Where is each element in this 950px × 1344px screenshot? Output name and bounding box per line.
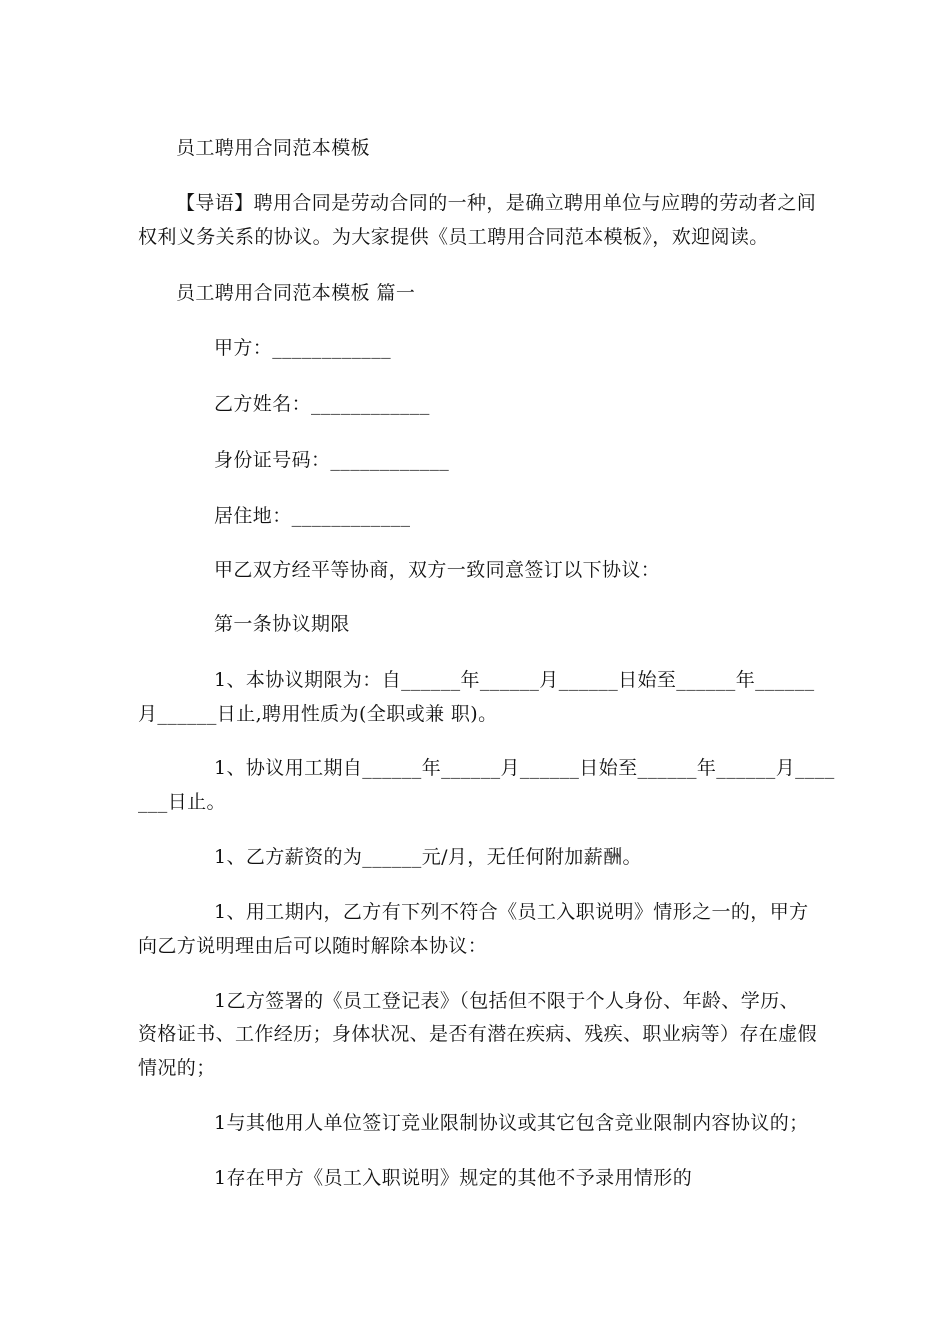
- field-residence: 居住地：____________: [214, 505, 411, 527]
- document-title: 员工聘用合同范本模板: [176, 137, 371, 159]
- clause-false-info-line-3: 情况的；: [138, 1057, 216, 1079]
- field-party-b-name: 乙方姓名：____________: [214, 393, 430, 415]
- clause-false-info-line-2: 资格证书、工作经历；身体状况、是否有潜在疾病、残疾、职业病等）存在虚假: [138, 1023, 818, 1045]
- clause-false-info-line-1: 1乙方签署的《员工登记表》（包括但不限于个人身份、年龄、学历、: [214, 990, 799, 1012]
- clause-other-conditions: 1存在甲方《员工入职说明》规定的其他不予录用情形的: [214, 1167, 693, 1189]
- intro-paragraph-line-2: 权利义务关系的协议。为大家提供《员工聘用合同范本模板》，欢迎阅读。: [138, 226, 769, 248]
- clause-term-line-2: 月______日止,聘用性质为(全职或兼 职)。: [138, 703, 498, 725]
- preamble-paragraph: 甲乙双方经平等协商，双方一致同意签订以下协议：: [214, 559, 661, 581]
- clause-employment-period-line-1: 1、协议用工期自______年______月______日始至______年______月____: [214, 757, 835, 779]
- clause-salary: 1、乙方薪资的为______元/月，无任何附加薪酬。: [214, 846, 642, 868]
- section-heading: 员工聘用合同范本模板 篇一: [176, 282, 416, 304]
- field-id-number: 身份证号码：____________: [214, 449, 450, 471]
- clause-non-compete: 1与其他用人单位签订竞业限制协议或其它包含竞业限制内容协议的；: [214, 1112, 809, 1134]
- field-party-a: 甲方：____________: [214, 337, 392, 359]
- clause-term-line-1: 1、本协议期限为：自______年______月______日始至______年______: [214, 669, 815, 691]
- intro-paragraph-line-1: 【导语】聘用合同是劳动合同的一种，是确立聘用单位与应聘的劳动者之间: [176, 192, 817, 214]
- article-1-heading: 第一条协议期限: [214, 613, 350, 635]
- clause-termination-line-1: 1、用工期内，乙方有下列不符合《员工入职说明》情形之一的，甲方: [214, 901, 809, 923]
- clause-employment-period-line-2: ___日止。: [138, 791, 226, 813]
- clause-termination-line-2: 向乙方说明理由后可以随时解除本协议：: [138, 935, 488, 957]
